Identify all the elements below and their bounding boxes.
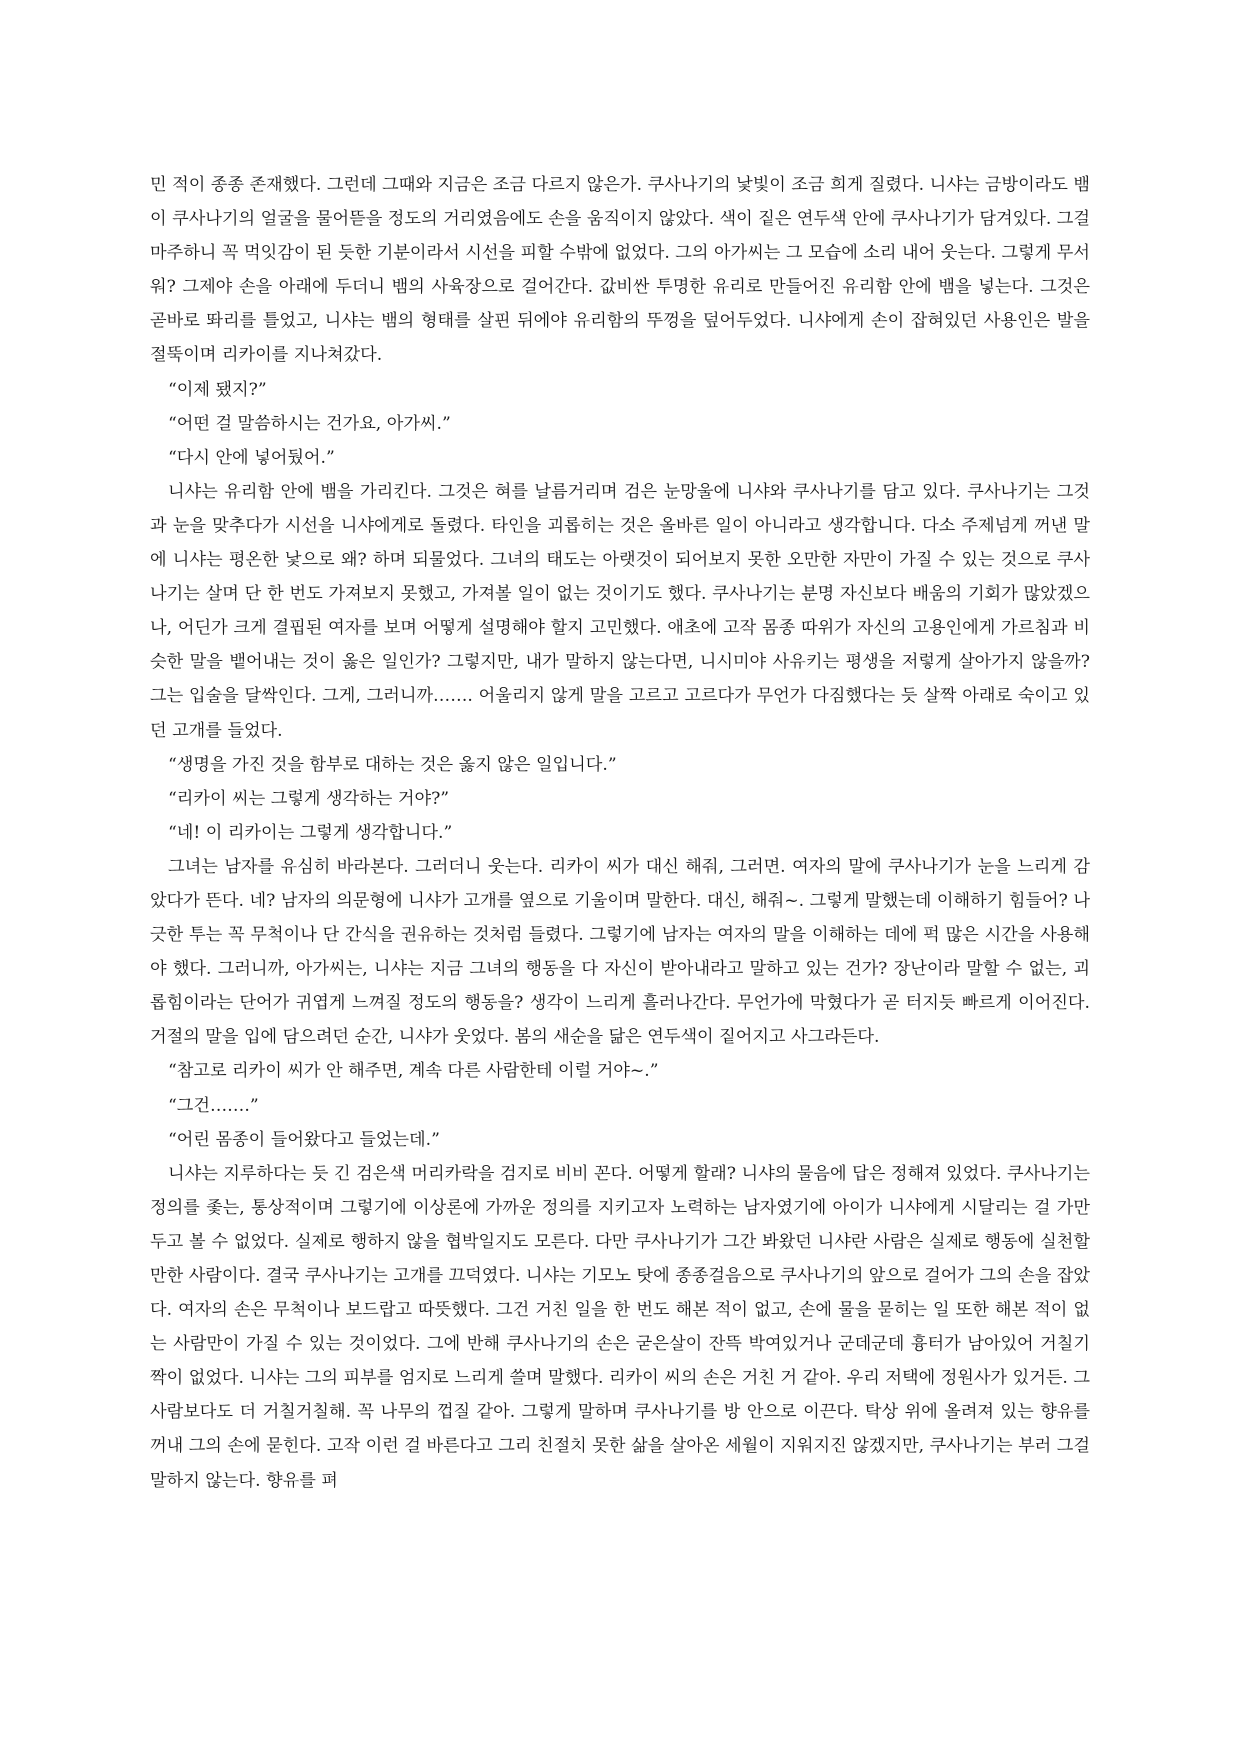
dialogue-line: “이제 됐지?”: [168, 379, 267, 400]
narration-paragraph: 그녀는 남자를 유심히 바라본다. 그러더니 웃는다. 리카이 씨가 대신 해줘, 그러면. 여자의 말에 쿠사나기가 눈을 느리게 감았다가 뜬다. 네? 남자의 의문형에 니샤가 고개를 옆으로 기울이며 말한다. 대신, 해줘~. 그렇게 말했는데 이해하기 힘들어? 나긋한 투는 꼭 무척이나 단 간식을 권유하는 것처럼 들렸다. 그렇기에 남자는 여자의 말을 이해하는 데에 퍽 많은 시간을 사용해야 했다. 그러니까, 아가씨는, 니샤는 지금 그녀의 행동을 다 자신이 받아내라고 말하고 있는 건가? 장난이라 말할 수 없는, 괴롭힘이라는 단어가 귀엽게 느껴질 정도의 행동을? 생각이 느리게 흘러나간다. 무언가에 막혔다가 곧 터지듯 빠르게 이어진다. 거절의 말을 입에 담으려던 순간, 니샤가 웃었다. 봄의 새순을 닮은 연두색이 짙어지고 사그라든다.: [150, 856, 1090, 1048]
dialogue-line: “어린 몸종이 들어왔다고 들었는데.”: [168, 1129, 440, 1150]
dialogue-line: “네! 이 리카이는 그렇게 생각합니다.”: [168, 822, 453, 843]
dialogue-line: “그건…….”: [168, 1095, 259, 1116]
dialogue-line: “리카이 씨는 그렇게 생각하는 거야?”: [168, 788, 450, 809]
narration-paragraph: 니샤는 지루하다는 듯 긴 검은색 머리카락을 검지로 비비 꼰다. 어떻게 할래? 니샤의 물음에 답은 정해져 있었다. 쿠사나기는 정의를 좇는, 통상적이며 그렇기에 이상론에 가까운 정의를 지키고자 노력하는 남자였기에 아이가 니샤에게 시달리는 걸 가만두고 볼 수 없었다. 실제로 행하지 않을 협박일지도 모른다. 다만 쿠사나기가 그간 봐왔던 니샤란 사람은 실제로 행동에 실천할 만한 사람이다. 결국 쿠사나기는 고개를 끄덕였다. 니샤는 기모노 탓에 종종걸음으로 쿠사나기의 앞으로 걸어가 그의 손을 잡았다. 여자의 손은 무척이나 보드랍고 따뜻했다. 그건 거친 일을 한 번도 해본 적이 없고, 손에 물을 묻히는 일 또한 해본 적이 없는 사람만이 가질 수 있는 것이었다. 그에 반해 쿠사나기의 손은 굳은살이 잔뜩 박여있거나 군데군데 흉터가 남아있어 거칠기 짝이 없었다. 니샤는 그의 피부를 엄지로 느리게 쓸며 말했다. 리카이 씨의 손은 거친 거 같아. 우리 저택에 정원사가 있거든. 그 사람보다도 더 거칠거칠해. 꼭 나무의 껍질 같아. 그렇게 말하며 쿠사나기를 방 안으로 이끈다. 탁상 위에 올려져 있는 향유를 꺼내 그의 손에 묻힌다. 고작 이런 걸 바른다고 그리 친절치 못한 삶을 살아온 세월이 지워지진 않겠지만, 쿠사나기는 부러 그걸 말하지 않는다. 향유를 펴: [150, 1163, 1090, 1491]
dialogue-line: “생명을 가진 것을 함부로 대하는 것은 옳지 않은 일입니다.”: [168, 754, 617, 775]
dialogue-line: “다시 안에 넣어뒀어.”: [168, 447, 335, 468]
dialogue-line: “어떤 걸 말씀하시는 건가요, 아가씨.”: [168, 413, 451, 434]
document-page: [150, 168, 1090, 1498]
narration-paragraph: 니샤는 유리함 안에 뱀을 가리킨다. 그것은 혀를 날름거리며 검은 눈망울에 니샤와 쿠사나기를 담고 있다. 쿠사나기는 그것과 눈을 맞추다가 시선을 니샤에게로 돌렸다. 타인을 괴롭히는 것은 올바른 일이 아니라고 생각합니다. 다소 주제넘게 꺼낸 말에 니샤는 평온한 낯으로 왜? 하며 되물었다. 그녀의 태도는 아랫것이 되어보지 못한 오만한 자만이 가질 수 있는 것으로 쿠사나기는 살며 단 한 번도 가져보지 못했고, 가져볼 일이 없는 것이기도 했다. 쿠사나기는 분명 자신보다 배움의 기회가 많았겠으나, 어딘가 크게 결핍된 여자를 보며 어떻게 설명해야 할지 고민했다. 애초에 고작 몸종 따위가 자신의 고용인에게 가르침과 비슷한 말을 뱉어내는 것이 옳은 일인가? 그렇지만, 내가 말하지 않는다면, 니시미야 사유키는 평생을 저렇게 살아가지 않을까? 그는 입술을 달싹인다. 그게, 그러니까……. 어울리지 않게 말을 고르고 고르다가 무언가 다짐했다는 듯 살짝 아래로 숙이고 있던 고개를 들었다.: [150, 481, 1090, 741]
narration-paragraph: 민 적이 종종 존재했다. 그런데 그때와 지금은 조금 다르지 않은가. 쿠사나기의 낯빛이 조금 희게 질렸다. 니샤는 금방이라도 뱀이 쿠사나기의 얼굴을 물어뜯을 정도의 거리였음에도 손을 움직이지 않았다. 색이 짙은 연두색 안에 쿠사나기가 담겨있다. 그걸 마주하니 꼭 먹잇감이 된 듯한 기분이라서 시선을 피할 수밖에 없었다. 그의 아가씨는 그 모습에 소리 내어 웃는다. 그렇게 무서워? 그제야 손을 아래에 두더니 뱀의 사육장으로 걸어간다. 값비싼 투명한 유리로 만들어진 유리함 안에 뱀을 넣는다. 그것은 곧바로 똬리를 틀었고, 니샤는 뱀의 형태를 살핀 뒤에야 유리함의 뚜껑을 덮어두었다. 니샤에게 손이 잡혀있던 사용인은 발을 절뚝이며 리카이를 지나쳐갔다.: [150, 175, 1090, 366]
dialogue-line: “참고로 리카이 씨가 안 해주면, 계속 다른 사람한테 이럴 거야~.”: [168, 1061, 659, 1082]
